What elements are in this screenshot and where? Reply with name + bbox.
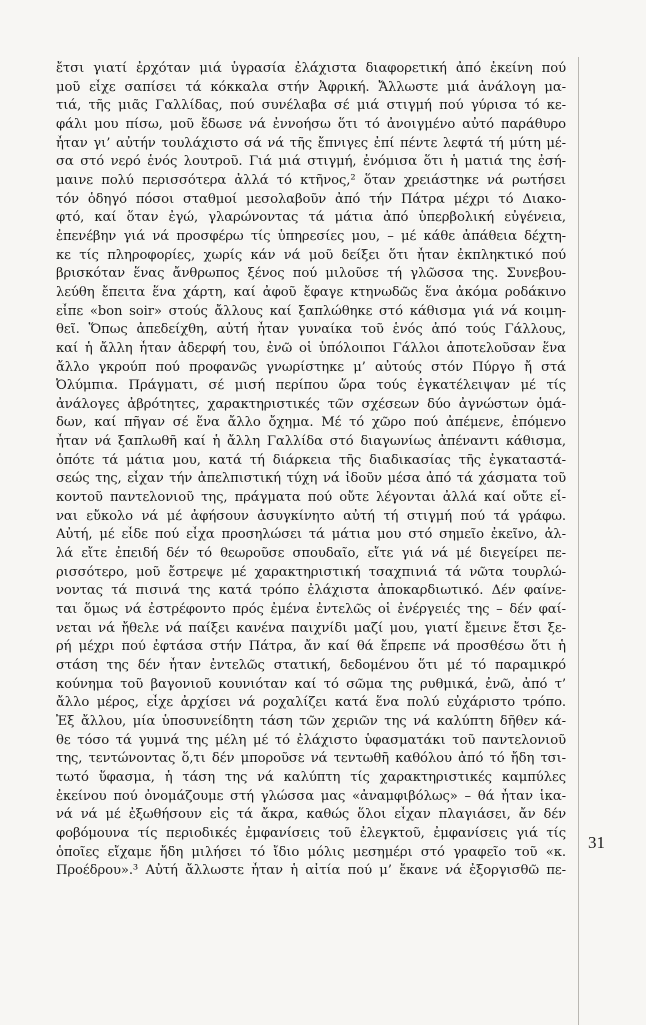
text-line: κε τίς πληροφορίες, χωρίς κάν νά μοῦ δείξει ὅτι ἦταν ἐκπληκτικό πού	[56, 247, 566, 263]
text-line: λά εἴτε ἐπειδή δέν τό θεωροῦσε σπουδαῖο, εἴτε γιά νά μέ διεγείρει πε-	[56, 546, 566, 562]
text-line: καί ἡ ἄλλη ἦταν ἀδερφή του, ἐνῶ οἱ ὑπόλοιποι Γάλλοι ἀποτελοῦσαν ἕνα	[56, 340, 566, 356]
text-line: τωτό ὕφασμα, ἡ τάση της νά καλύπτη τίς χαρακτηριστικές καμπύλες	[56, 769, 566, 785]
text-line: ναι εὔκολο νά μέ ἀφήσουν ἀσυγκίνητο αὐτή τή στιγμή πού τά γράφω.	[56, 508, 566, 524]
text-line: Προέδρου».³ Αὐτή ἄλλωστε ἦταν ἡ αἰτία πού μ’ ἔκανε νά ἐξοργισθῶ πε-	[56, 863, 566, 879]
page-number: 31	[588, 833, 605, 852]
text-line: τόν ὁδηγό πόσοι σταθμοί μεσολαβοῦν ἀπό τήν Πάτρα μέχρι τό Διακο-	[56, 191, 566, 207]
text-line: ὁπότε τά μάτια μου, κατά τή διάρκεια τῆς διαδικασίας τῆς ἐγκαταστά-	[56, 452, 566, 468]
text-line: σεώς της, εἶχαν τήν ἀπελπιστική τύχη νά ἰδοῦν μέσα ἀπό τά χάσματα τοῦ	[56, 471, 566, 487]
text-line: νά νά μέ ἐξωθήσουν εἰς τά ἄκρα, καθώς ὅλοι εἶχαν πλαγιάσει, ἄν δέν	[56, 807, 566, 823]
text-line: Ἐξ ἄλλου, μία ὑποσυνείδητη τάση τῶν χεριῶν της νά καλύπτη δῆθεν κά-	[56, 713, 566, 729]
text-line: σα στό νερό ἑνός λουτροῦ. Γιά μιά στιγμή, ἐνόμισα ὅτι ἡ ματιά της ἐσή-	[56, 154, 566, 170]
text-line: νεται νά ἤθελε νά παίξει κανένα παιχνίδι μαζί μου, γιατί ἔμεινε ἔτσι ξε-	[56, 620, 566, 636]
text-line: θεῖ. Ὅπως ἀπεδείχθη, αὐτή ἦταν γυναίκα τοῦ ἑνός ἀπό τούς Γάλλους,	[56, 322, 566, 338]
text-line: Αὐτή, μέ εἶδε πού εἶχα προσηλώσει τά μάτια μου στό σημεῖο ἐκεῖνο, ἀλ-	[56, 527, 566, 543]
text-line: λεύθη ἔπειτα ἕνα χάρτη, καί ἀφοῦ ἔφαγε κτηνωδῶς ἕνα ἀκόμα ροδάκινο	[56, 284, 566, 300]
text-line: στάση της δέν ἦταν ἐντελῶς στατική, δεδομένου ὅτι μέ τό παραμικρό	[56, 658, 566, 673]
text-line: ἄλλο γκρούπ πού προφανῶς γνωρίστηκε μ’ αὐτούς στόν Πύργο ἤ στά	[56, 359, 566, 375]
text-line: βρισκόταν ἕνας ἄνθρωπος ξένος πού μιλοῦσε τή γλῶσσα της. Συνεβου-	[56, 266, 566, 282]
body-text	[56, 60, 566, 881]
text-line: κοντοῦ παντελονιοῦ της, πράγματα πού οὔτε λέγονται ἀλλά καί οὔτε εἶ-	[56, 490, 566, 506]
text-line: μαινε πολύ περισσότερα ἀλλά τό κτῆνος,² ὅταν χρειάστηκε νά ρωτήσει	[56, 172, 566, 188]
text-line: της, τεντώνοντας ὅ,τι δέν μποροῦσε νά τεντωθῆ καθόλου ἀπό τό ἤδη τσι-	[56, 751, 566, 767]
text-line: ρή μέχρι πού ἐφτάσα στήν Πάτρα, ἄν καί θά ἔπρεπε νά προσθέσω ὅτι ἡ	[56, 639, 566, 655]
text-line: ἀνάλογες ἀβρότητες, χαρακτηριστικές τῶν σχέσεων δύο ἀγνώστων ὁμά-	[56, 396, 566, 412]
page-edge-line	[578, 57, 579, 1025]
text-line: ρισσότερο, μοῦ ἔστρεψε μέ χαρακτηριστική τσαχπινιά τά νῶτα τουρλώ-	[56, 564, 566, 580]
text-line: Ὀλύμπια. Πράγματι, σέ μισή περίπου ὥρα τούς ἐγκατέλειψαν μέ τίς	[56, 378, 566, 394]
text-line: τιά, τῆς μιᾶς Γαλλίδας, πού συνέλαβα σέ μιά στιγμή πού γύρισα τό κε-	[56, 98, 566, 114]
text-line: θε τόσο τά γυμνά της μέλη μέ τό ἐλάχιστο ὑφασματάκι τοῦ παντελονιοῦ	[56, 732, 566, 748]
text-line: ἔτσι γιατί ἐρχόταν μιά ὑγρασία ἐλάχιστα διαφορετική ἀπό ἐκείνη πού	[56, 61, 566, 76]
text-line: φάλι μου πίσω, μοῦ ἔδωσε νά ἐννοήσω ὅτι τό ἀνοιγμένο αὐτό παράθυρο	[56, 116, 566, 132]
text-line: δων, καί πῆγαν σέ ἕνα ἄλλο ὄχημα. Μέ τό χῶρο πού ἀπέμενε, ἐπόμενο	[56, 415, 566, 431]
text-line: ἦταν νά ξαπλωθῆ καί ἡ ἄλλη Γαλλίδα στό διαγωνίως ἀπέναντι κάθισμα,	[56, 434, 566, 450]
text-line: ται ὅμως νά ἐστρέφοντο πρός ἐμένα ἐντελῶς οἱ ἐνέργειές της – δέν φαί-	[56, 602, 566, 618]
text-line: ἐπενέβην γιά νά προσφέρω τίς ὑπηρεσίες μου, – μέ κάθε ἀπάθεια δέχτη-	[56, 228, 566, 244]
text-line: ἦταν γι’ αὐτήν τουλάχιστο σά νά τῆς ἔπνιγες ἐπί πέντε λεφτά τή μύτη μέ-	[56, 135, 566, 151]
text-line: νοντας τά πισινά της κατά τρόπο ἐλάχιστα ἀποκαρδιωτικό. Δέν φαίνε-	[56, 583, 566, 599]
text-line: κούνημα τοῦ βαγονιοῦ κουνιόταν καί τό σῶμα της ρυθμικά, ἐνῶ, ἀπό τ’	[56, 676, 566, 692]
text-line: ὁποῖες εἴχαμε ἤδη μιλήσει τό ἴδιο μόλις μεσημέρι στό γραφεῖο τοῦ «κ.	[56, 844, 566, 860]
text-line: φτό, καί ὅταν ἐγώ, γλαρώνοντας τά μάτια ἀπό ὑπερβολική εὐγένεια,	[56, 210, 566, 226]
text-line: ἐκείνου πού ὀνομάζουμε στή γλώσσα μας «ἀναμφιβόλως» – θά ἦταν ἱκα-	[56, 788, 566, 804]
text-line: εἶπε «bon soir» στούς ἄλλους καί ξαπλώθηκε στό κάθισμα γιά νά κοιμη-	[56, 303, 566, 319]
text-line: ἄλλο μέρος, εἶχε ἀρχίσει νά ροχαλίζει κατά ἕνα πολύ εὐχάριστο τρόπο.	[56, 695, 566, 711]
text-line: φοβόμουνα τίς περιοδικές ἐμφανίσεις τοῦ ἐλεγκτοῦ, ἐμφανίσεις γιά τίς	[56, 825, 566, 841]
text-line: μοῦ εἶχε σαπίσει τά κόκκαλα στήν Ἀφρική. Ἄλλωστε μιά ἀνάλογη μα-	[56, 79, 566, 95]
